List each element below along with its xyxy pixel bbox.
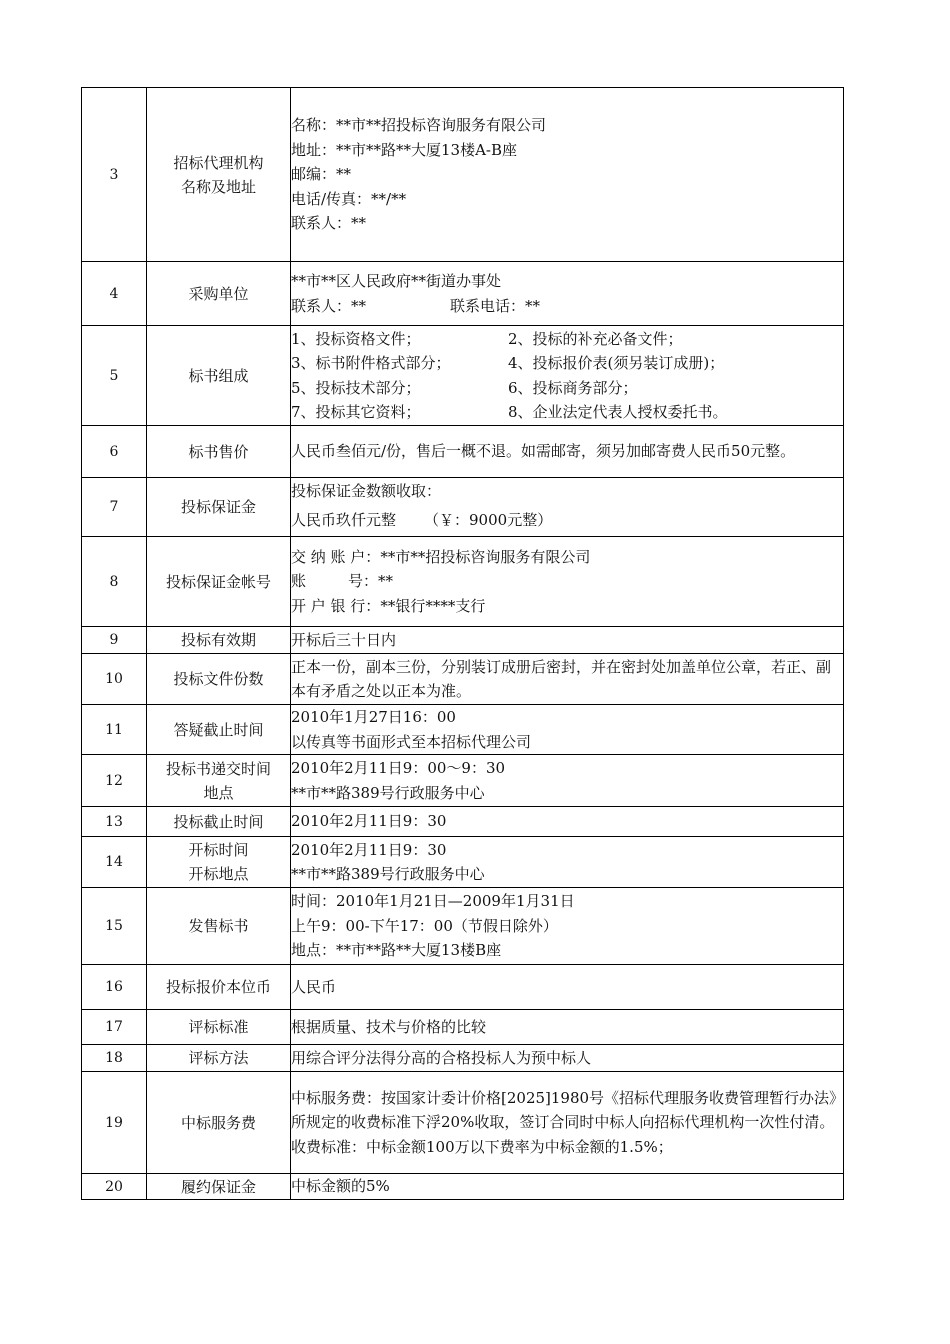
item-content: 2010年1月27日16：00 以传真等书面形式至本招标代理公司: [291, 705, 844, 755]
item-content: 中标金额的5%: [291, 1174, 844, 1200]
table-row: [82, 888, 844, 965]
row-number: 9: [82, 627, 147, 654]
row-number: 8: [82, 537, 147, 627]
item-content: 正本一份，副本三份，分别装订成册后密封，并在密封处加盖单位公章，若正、副本有矛盾之处以正本为准。: [291, 654, 844, 705]
item-content: 名称：**市**招投标咨询服务有限公司 地址：**市**路**大厦13楼A-B座 邮编：** 电话/传真：**/** 联系人：**: [291, 88, 844, 262]
item-content: 用综合评分法得分高的合格投标人为预中标人: [291, 1045, 844, 1072]
item-content: 开标后三十日内: [291, 627, 844, 654]
item-name: 评标标准: [147, 1010, 291, 1045]
table-row: [82, 326, 844, 426]
list-item: 1、投标资格文件；: [291, 329, 421, 348]
row-number: 15: [82, 888, 147, 965]
item-name: 开标时间 开标地点: [147, 837, 291, 888]
list-item: 3、标书附件格式部分；: [291, 354, 451, 372]
table-row: [82, 426, 844, 478]
row-number: 3: [82, 88, 147, 262]
table-row: [82, 627, 844, 654]
table-row: [82, 807, 844, 837]
item-name: 标书组成: [147, 326, 291, 426]
table-row: [82, 1045, 844, 1072]
item-content: 人民币: [291, 965, 844, 1010]
row-number: 6: [82, 426, 147, 478]
row-number: 16: [82, 965, 147, 1010]
row-number: 17: [82, 1010, 147, 1045]
list-item: 8、企业法定代表人授权委托书。: [508, 403, 728, 421]
table-row: [82, 262, 844, 326]
item-name: 投标报价本位币: [147, 965, 291, 1010]
row-number: 10: [82, 654, 147, 705]
table-row: [82, 88, 844, 262]
row-number: 18: [82, 1045, 147, 1072]
row-number: 12: [82, 755, 147, 807]
table-row: [82, 965, 844, 1010]
item-name: 发售标书: [147, 888, 291, 965]
item-content: 根据质量、技术与价格的比较: [291, 1010, 844, 1045]
table-row: [82, 837, 844, 888]
table-row: [82, 478, 844, 537]
list-item: 6、投标商务部分；: [508, 378, 638, 397]
item-name: 评标方法: [147, 1045, 291, 1072]
item-name: 投标有效期: [147, 627, 291, 654]
item-content: 2010年2月11日9：30: [291, 807, 844, 837]
row-number: 14: [82, 837, 147, 888]
item-content: 交 纳 账 户：**市**招投标咨询服务有限公司 账 号：** 开 户 银 行：**银行****支行: [291, 537, 844, 627]
item-content: 中标服务费：按国家计委计价格[2025]1980号《招标代理服务收费管理暂行办法》所规定的收费标准下浮20%收取，签订合同时中标人向招标代理机构一次性付清。 收费标准：中标金额100万以下费率为中标金额的1.5%；: [291, 1072, 844, 1174]
table-row: [82, 1174, 844, 1200]
table-row: [82, 705, 844, 755]
list-item: 4、投标报价表(须另装订成册)；: [508, 354, 725, 372]
item-name: 履约保证金: [147, 1174, 291, 1200]
item-content: 投标保证金数额收取： 人民币玖仟元整 （￥：9000元整）: [291, 478, 844, 537]
item-name: 投标书递交时间 地点: [147, 755, 291, 807]
item-name: 招标代理机构 名称及地址: [147, 88, 291, 262]
list-item: 7、投标其它资料；: [291, 403, 421, 421]
item-name: 投标文件份数: [147, 654, 291, 705]
table-row: [82, 537, 844, 627]
item-name: 答疑截止时间: [147, 705, 291, 755]
item-content: 2010年2月11日9：30 **市**路389号行政服务中心: [291, 837, 844, 888]
list-item: 5、投标技术部分；: [291, 378, 421, 397]
table-row: [82, 1010, 844, 1045]
item-name: 采购单位: [147, 262, 291, 326]
bidding-info-table: [81, 87, 844, 1200]
item-name: 投标截止时间: [147, 807, 291, 837]
item-name: 标书售价: [147, 426, 291, 478]
row-number: 19: [82, 1072, 147, 1174]
row-number: 11: [82, 705, 147, 755]
item-name: 投标保证金: [147, 478, 291, 537]
row-number: 7: [82, 478, 147, 537]
item-content: 人民币叁佰元/份，售后一概不退。如需邮寄，须另加邮寄费人民币50元整。: [291, 426, 844, 478]
item-content: [291, 326, 844, 426]
table-row: [82, 654, 844, 705]
item-name: 投标保证金帐号: [147, 537, 291, 627]
row-number: 13: [82, 807, 147, 837]
item-content: **市**区人民政府**街道办事处 联系人：** 联系电话：**: [291, 262, 844, 326]
row-number: 4: [82, 262, 147, 326]
table-row: [82, 755, 844, 807]
document-list: [291, 327, 843, 425]
item-content: 时间：2010年1月21日—2009年1月31日 上午9：00-下午17：00（节假日除外） 地点：**市**路**大厦13楼B座: [291, 888, 844, 965]
row-number: 20: [82, 1174, 147, 1200]
row-number: 5: [82, 326, 147, 426]
table-row: [82, 1072, 844, 1174]
item-content: 2010年2月11日9：00～9：30 **市**路389号行政服务中心: [291, 755, 844, 807]
item-name: 中标服务费: [147, 1072, 291, 1174]
list-item: 2、投标的补充必备文件；: [508, 329, 683, 348]
